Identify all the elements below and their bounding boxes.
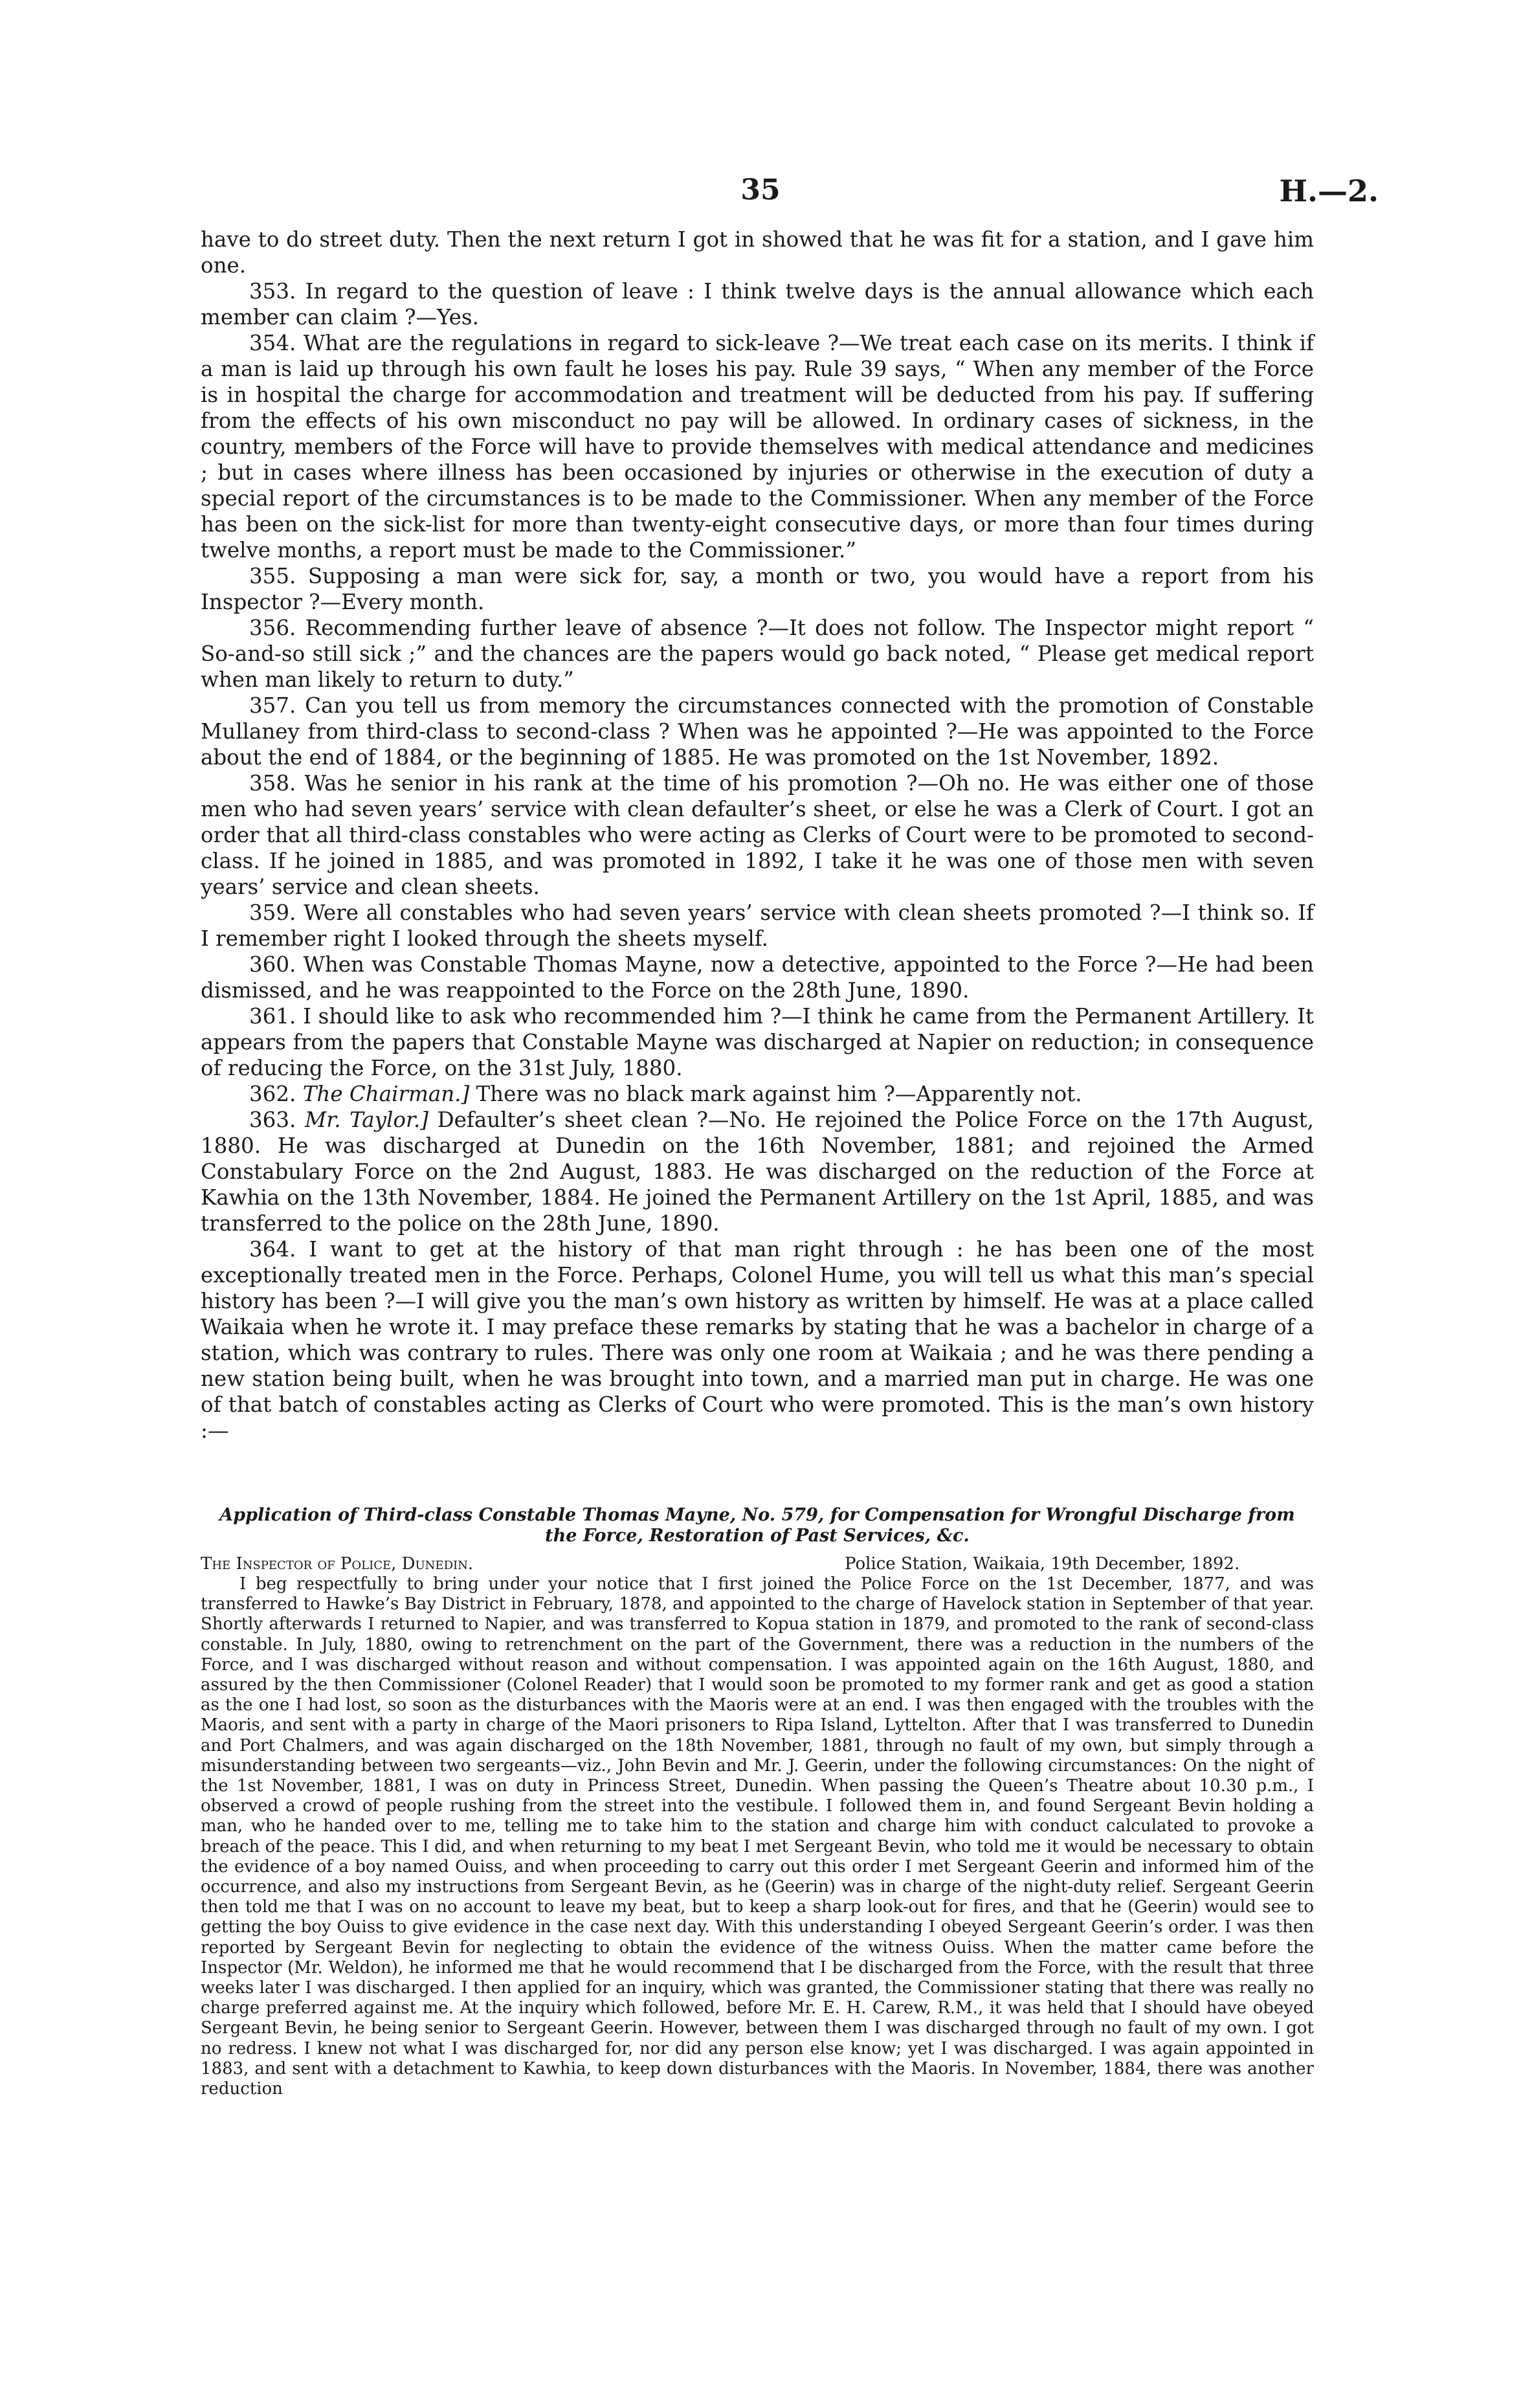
question-362: 362. The Chairman.] There was no black mark against him ?—Apparently not. — [249, 1082, 1082, 1106]
document-reference: H.—2. — [1279, 173, 1379, 208]
question-363: 363. Mr. Taylor.] Defaulter’s sheet clean ?—No. He rejoined the Police Force on the 17th August, 1880. He was discharged at Dunedin on the 16th November, 1881; and rejoined the Armed Constabulary Force on the 2nd August, 1883. He was discharged on the reduction of the Force at Kawhia on the 13th November, 1884. He joined the Permanent Artillery on the 1st April, 1885, and was transferred to the police on the 28th June, 1890. — [201, 1108, 1314, 1236]
letter-place-date: Police Station, Waikaia, 19th December, 1892. — [845, 1554, 1240, 1574]
question-357: 357. Can you tell us from memory the circumstances connected with the promotion of Constable Mullaney from third-class to second-class ? When was he appointed ?—He was appointed to the Force about the end of 1884, or the beginning of 1885. He was promoted on the 1st November, 1892. — [201, 693, 1314, 770]
speaker-label: Mr. Taylor.] — [304, 1108, 428, 1132]
letter-addressee: The Inspector of Police, Dunedin. — [201, 1554, 474, 1574]
question-356: 356. Recommending further leave of absence ?—It does not follow. The Inspector might report “ So-and-so still sick ;” and the chances are the papers would go back noted, “ Please get medical report when man likely to return to duty.” — [201, 616, 1314, 692]
question-354: 354. What are the regulations in regard to sick-leave ?—We treat each case on its merits. I think if a man is laid up through his own fault he loses his pay. Rule 39 says, “ When any member of the Force is in hospital the charge for accommodation and treatment will be deducted from his pay. If suffering from the effects of his own misconduct no pay will be allowed. In ordinary cases of sickness, in the country, members of the Force will have to provide themselves with medical attendance and medicines ; but in cases where illness has been occasioned by injuries or otherwise in the execution of duty a special report of the circumstances is to be made to the Commissioner. When any member of the Force has been on the sick-list for more than twenty-eight consecutive days, or more than four times during twelve months, a report must be made to the Commissioner.” — [201, 331, 1314, 563]
question-359: 359. Were all constables who had seven years’ service with clean sheets promoted ?—I think so. If I remember right I looked through the sheets myself. — [201, 900, 1314, 951]
application-heading: Application of Third-class Constable Thomas Mayne, No. 579, for Compensation for Wrongful Discharge from the Force, Restoration of Past Services, &c. — [219, 1505, 1295, 1546]
question-355: 355. Supposing a man were sick for, say, a month or two, you would have a report from his Inspector ?—Every month. — [201, 564, 1314, 614]
speaker-label: The Chairman.] — [302, 1082, 470, 1106]
question-353: 353. In regard to the question of leave : I think twelve days is the annual allowance which each member can claim ?—Yes. — [201, 279, 1314, 329]
evidence-body — [201, 227, 1314, 1444]
page-number: 35 — [740, 173, 781, 206]
letter-body: I beg respectfully to bring under your notice that I first joined the Police Force on the 1st December, 1877, and was transferred to Hawke’s Bay District in February, 1878, and appointed to the charge of Havelock station in September of that year. Shortly afterwards I returned to Napier, and was transferred to Kopua station in 1879, and promoted to the rank of second-class constable. In July, 1880, owing to retrenchment on the part of the Government, there was a reduction in the numbers of the Force, and I was discharged without reason and without compensation. I was appointed again on the 16th August, 1880, and assured by the then Commissioner (Colonel Reader) that I would soon be promoted to my former rank and get as good a station as the one I had lost, so soon as the disturbances with the Maoris were at an end. I was then engaged with the troubles with the Maoris, and sent with a party in charge of the Maori prisoners to Ripa Island, Lyttelton. After that I was transferred to Dunedin and Port Chalmers, and was again discharged on the 18th November, 1881, through no fault of my own, but simply through a misunderstanding between two sergeants—viz., John Bevin and Mr. J. Geerin, under the following circumstances: On the night of the 1st November, 1881, I was on duty in Princess Street, Dunedin. When passing the Queen’s Theatre about 10.30 p.m., I observed a crowd of people rushing from the street into the vestibule. I followed them in, and found Sergeant Bevin holding a man, who he handed over to me, telling me to take him to the station and charge him with conduct calculated to provoke a breach of the peace. This I did, and when returning to my beat I met Sergeant Bevin, who told me it would be necessary to obtain the evidence of a boy named Ouiss, and when proceeding to carry out this order I met Sergeant Geerin and informed him of the occurrence, and also my instructions from Sergeant Bevin, as he (Geerin) was in charge of the night-duty relief. Sergeant Geerin then told me that I was on no account to leave my beat, but to keep a sharp look-out for fires, and that he (Geerin) would see to getting the boy Ouiss to give evidence in the case next day. With this understanding I obeyed Sergeant Geerin’s order. I was then reported by Sergeant Bevin for neglecting to obtain the evidence of the witness Ouiss. When the matter came before the Inspector (Mr. Weldon), he informed me that he would recommend that I be discharged from the Force, with the result that three weeks later I was discharged. I then applied for an inquiry, which was granted, the Commissioner stating that there was really no charge preferred against me. At the inquiry which followed, before Mr. E. H. Carew, R.M., it was held that I should have obeyed Sergeant Bevin, he being senior to Sergeant Geerin. However, between them I was discharged through no fault of my own. I got no redress. I knew not what I was discharged for, nor did any person else know; yet I was discharged. I was again appointed in 1883, and sent with a detachment to Kawhia, to keep down disturbances with the Maoris. In November, 1884, there was another reduction — [201, 1574, 1314, 2099]
letter-address-line — [201, 1554, 1314, 1574]
question-364: 364. I want to get at the history of that man right through : he has been one of the most exceptionally treated men in the Force. Perhaps, Colonel Hume, you will tell us what this man’s special history has been ?—I will give you the man’s own history as written by himself. He was at a place called Waikaia when he wrote it. I may preface these remarks by stating that he was a bachelor in charge of a station, which was contrary to rules. There was only one room at Waikaia ; and he was there pending a new station being built, when he was brought into town, and a married man put in charge. He was one of that batch of constables acting as Clerks of Court who were promoted. This is the man’s own history :— — [201, 1237, 1314, 1443]
question-361: 361. I should like to ask who recommended him ?—I think he came from the Permanent Artillery. It appears from the papers that Constable Mayne was discharged at Napier on reduction; in consequence of reducing the Force, on the 31st July, 1880. — [201, 1004, 1314, 1080]
continuation-text: have to do street duty. Then the next return I got in showed that he was fit for a station, and I gave him one. — [201, 227, 1314, 278]
question-358: 358. Was he senior in his rank at the time of his promotion ?—Oh no. He was either one of those men who had seven years’ service with clean defaulter’s sheet, or else he was a Clerk of Court. I got an order that all third-class constables who were acting as Clerks of Court were to be promoted to second-class. If he joined in 1885, and was promoted in 1892, I take it he was one of those men with seven years’ service and clean sheets. — [201, 771, 1314, 899]
question-360: 360. When was Constable Thomas Mayne, now a detective, appointed to the Force ?—He had been dismissed, and he was reappointed to the Force on the 28th June, 1890. — [201, 952, 1314, 1003]
